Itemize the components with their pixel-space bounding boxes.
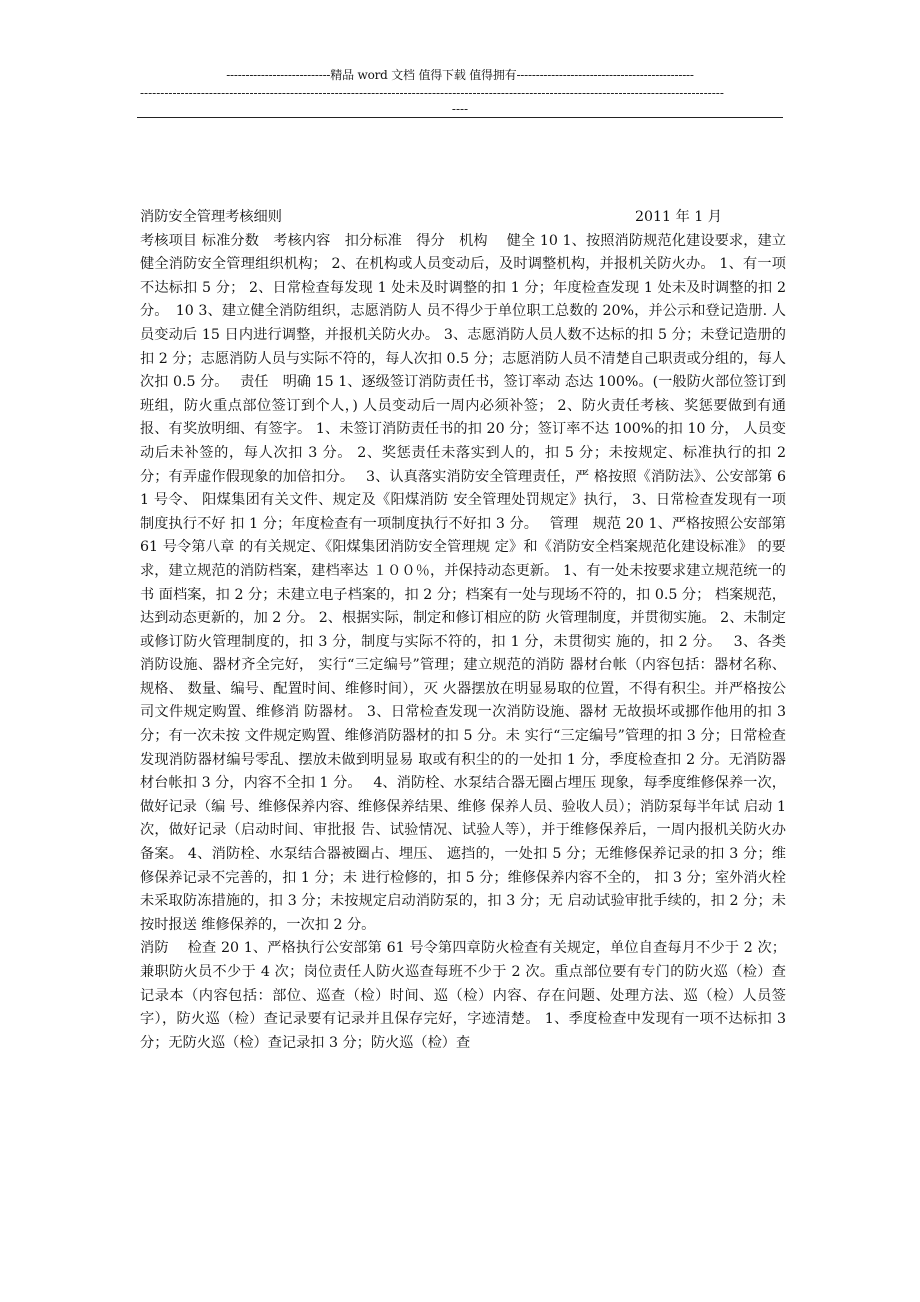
header-banner: ---------------------------精品 word 文档 值得下载 值得拥有---------------------------------------------- [226,68,694,82]
document-title: 消防安全管理考核细则 [140,209,282,225]
header-dashes [140,85,780,117]
header-dashes-end: ---- [451,102,469,116]
paragraph-1: 考核项目 标准分数 考核内容 扣分标准 得分 机构 健全 10 1、按照消防规范化建设要求，建立 健全消防安全管理组织机构； 2、在机构或人员变动后，及时调整机构，并报机关防火办。 1、有一项不达标扣 5 分； 2、日常检查每发现 1 处未及时调整的扣 1 分；年度检查发现 1 处未及时调整的扣 2 分。 10 3、建立健全消防组织，志愿消防人 员不得少于单位职工总数的 20%，并公示和登记造册. 人员变动后 15 日内进行调整，并报机关防火办。 3、志愿消防人员人数不达标的扣 5 分；未登记造册的扣 2 分；志愿消防人员与实际不符的，每人次扣 0.5 分；志愿消防人员不清楚自己职责或分组的，每人次扣 0.5 分。 责任 明确 15 1、逐级签订消防责任书，签订率动 态达 100%。(一般防火部位签订到班组，防火重点部位签订到个人，) 人员变动后一周内必须补签； 2、防火责任考核、奖惩要做到有通报、有奖放明细、有签字。 1、未签订消防责任书的扣 20 分；签订率不达 100%的扣 10 分， 人员变动后未补签的，每人次扣 3 分。 2、奖惩责任未落实到人的，扣 5 分；未按规定、标准执行的扣 2 分；有弄虚作假现象的加倍扣分。 3、认真落实消防安全管理责任，严 格按照《消防法》、公安部第 61 号令、 阳煤集团有关文件、规定及《阳煤消防 安全管理处罚规定》执行， 3、日常检查发现有一项制度执行不好 扣 1 分；年度检查有一项制度执行不好扣 3 分。 管理 规范 20 1、严格按照公安部第 61 号令第八章 的有关规定、《阳煤集团消防安全管理规 定》和《消防安全档案规范化建设标准》 的要求，建立规范的消防档案，建档率达 １００％，并保持动态更新。 1、有一处未按要求建立规范统一的书 面档案，扣 2 分；未建立电子档案的，扣 2 分；档案有一处与现场不符的，扣 0.5 分； 档案规范，达到动态更新的，加 2 分。 2、根据实际，制定和修订相应的防 火管理制度，并贯彻实施。 2、未制定或修订防火管理制度的，扣 3 分，制度与实际不符的，扣 1 分，未贯彻实 施的，扣 2 分。 3、各类消防设施、器材齐全完好， 实行“三定编号”管理；建立规范的消防 器材台帐（内容包括：器材名称、规格、 数量、编号、配置时间、维修时间），灭 火器摆放在明显易取的位置，不得有积尘。并严格按公司文件规定购置、维修消 防器材。 3、日常检查发现一次消防设施、器材 无故损坏或挪作他用的扣 3 分；有一次未按 文件规定购置、维修消防器材的扣 5 分。未 实行“三定编号”管理的扣 3 分；日常检查 发现消防器材编号零乱、摆放未做到明显易 取或有积尘的的一处扣 1 分，季度检查扣 2 分。无消防器材台帐扣 3 分，内容不全扣 1 分。 4、消防栓、水泵结合器无圈占埋压 现象，每季度维修保养一次，做好记录（编 号、维修保养内容、维修保养结果、维修 保养人员、验收人员）；消防泵每半年试 启动 1 次，做好记录（启动时间、审批报 告、试验情况、试验人等），并于维修保养后，一周内报机关防火办备案。 4、消防栓、水泵结合器被圈占、埋压、 遮挡的，一处扣 5 分；无维修保养记录的扣 3 分；维修保养记录不完善的，扣 1 分；未 进行检修的，扣 5 分；维修保养内容不全的， 扣 3 分；室外消火栓未采取防冻措施的，扣 3 分；未按规定启动消防泵的，扣 3 分；无 启动试验审批手续的，扣 2 分；未按时报送 维修保养的，一次扣 2 分。 [140,232,786,933]
header-dashes-line: ------------------------------------------------------------------------------------------------------------------------------------------------ [140,86,724,100]
paragraph-2: 消防 检查 20 1、严格执行公安部第 61 号令第四章防火检查有关规定，单位自查每月不少于 2 次；兼职防火员不少于 4 次；岗位责任人防火巡查每班不少于 2 次。重点部位要有专门的防火巡（检）查记录本（内容包括：部位、巡查（检）时间、巡（检）内容、存在问题、处理方法、巡（检）人员签字），防火巡（检）查记录要有记录并且保存完好，字迹清楚。 1、季度检查中发现有一项不达标扣 3 分；无防火巡（检）查记录扣 3 分；防火巡（检）查 [140,940,786,1051]
title-line [140,206,786,230]
document-date: 2011 年 1 月 [634,209,722,225]
document-body [140,206,786,1055]
header-rule [137,117,783,118]
